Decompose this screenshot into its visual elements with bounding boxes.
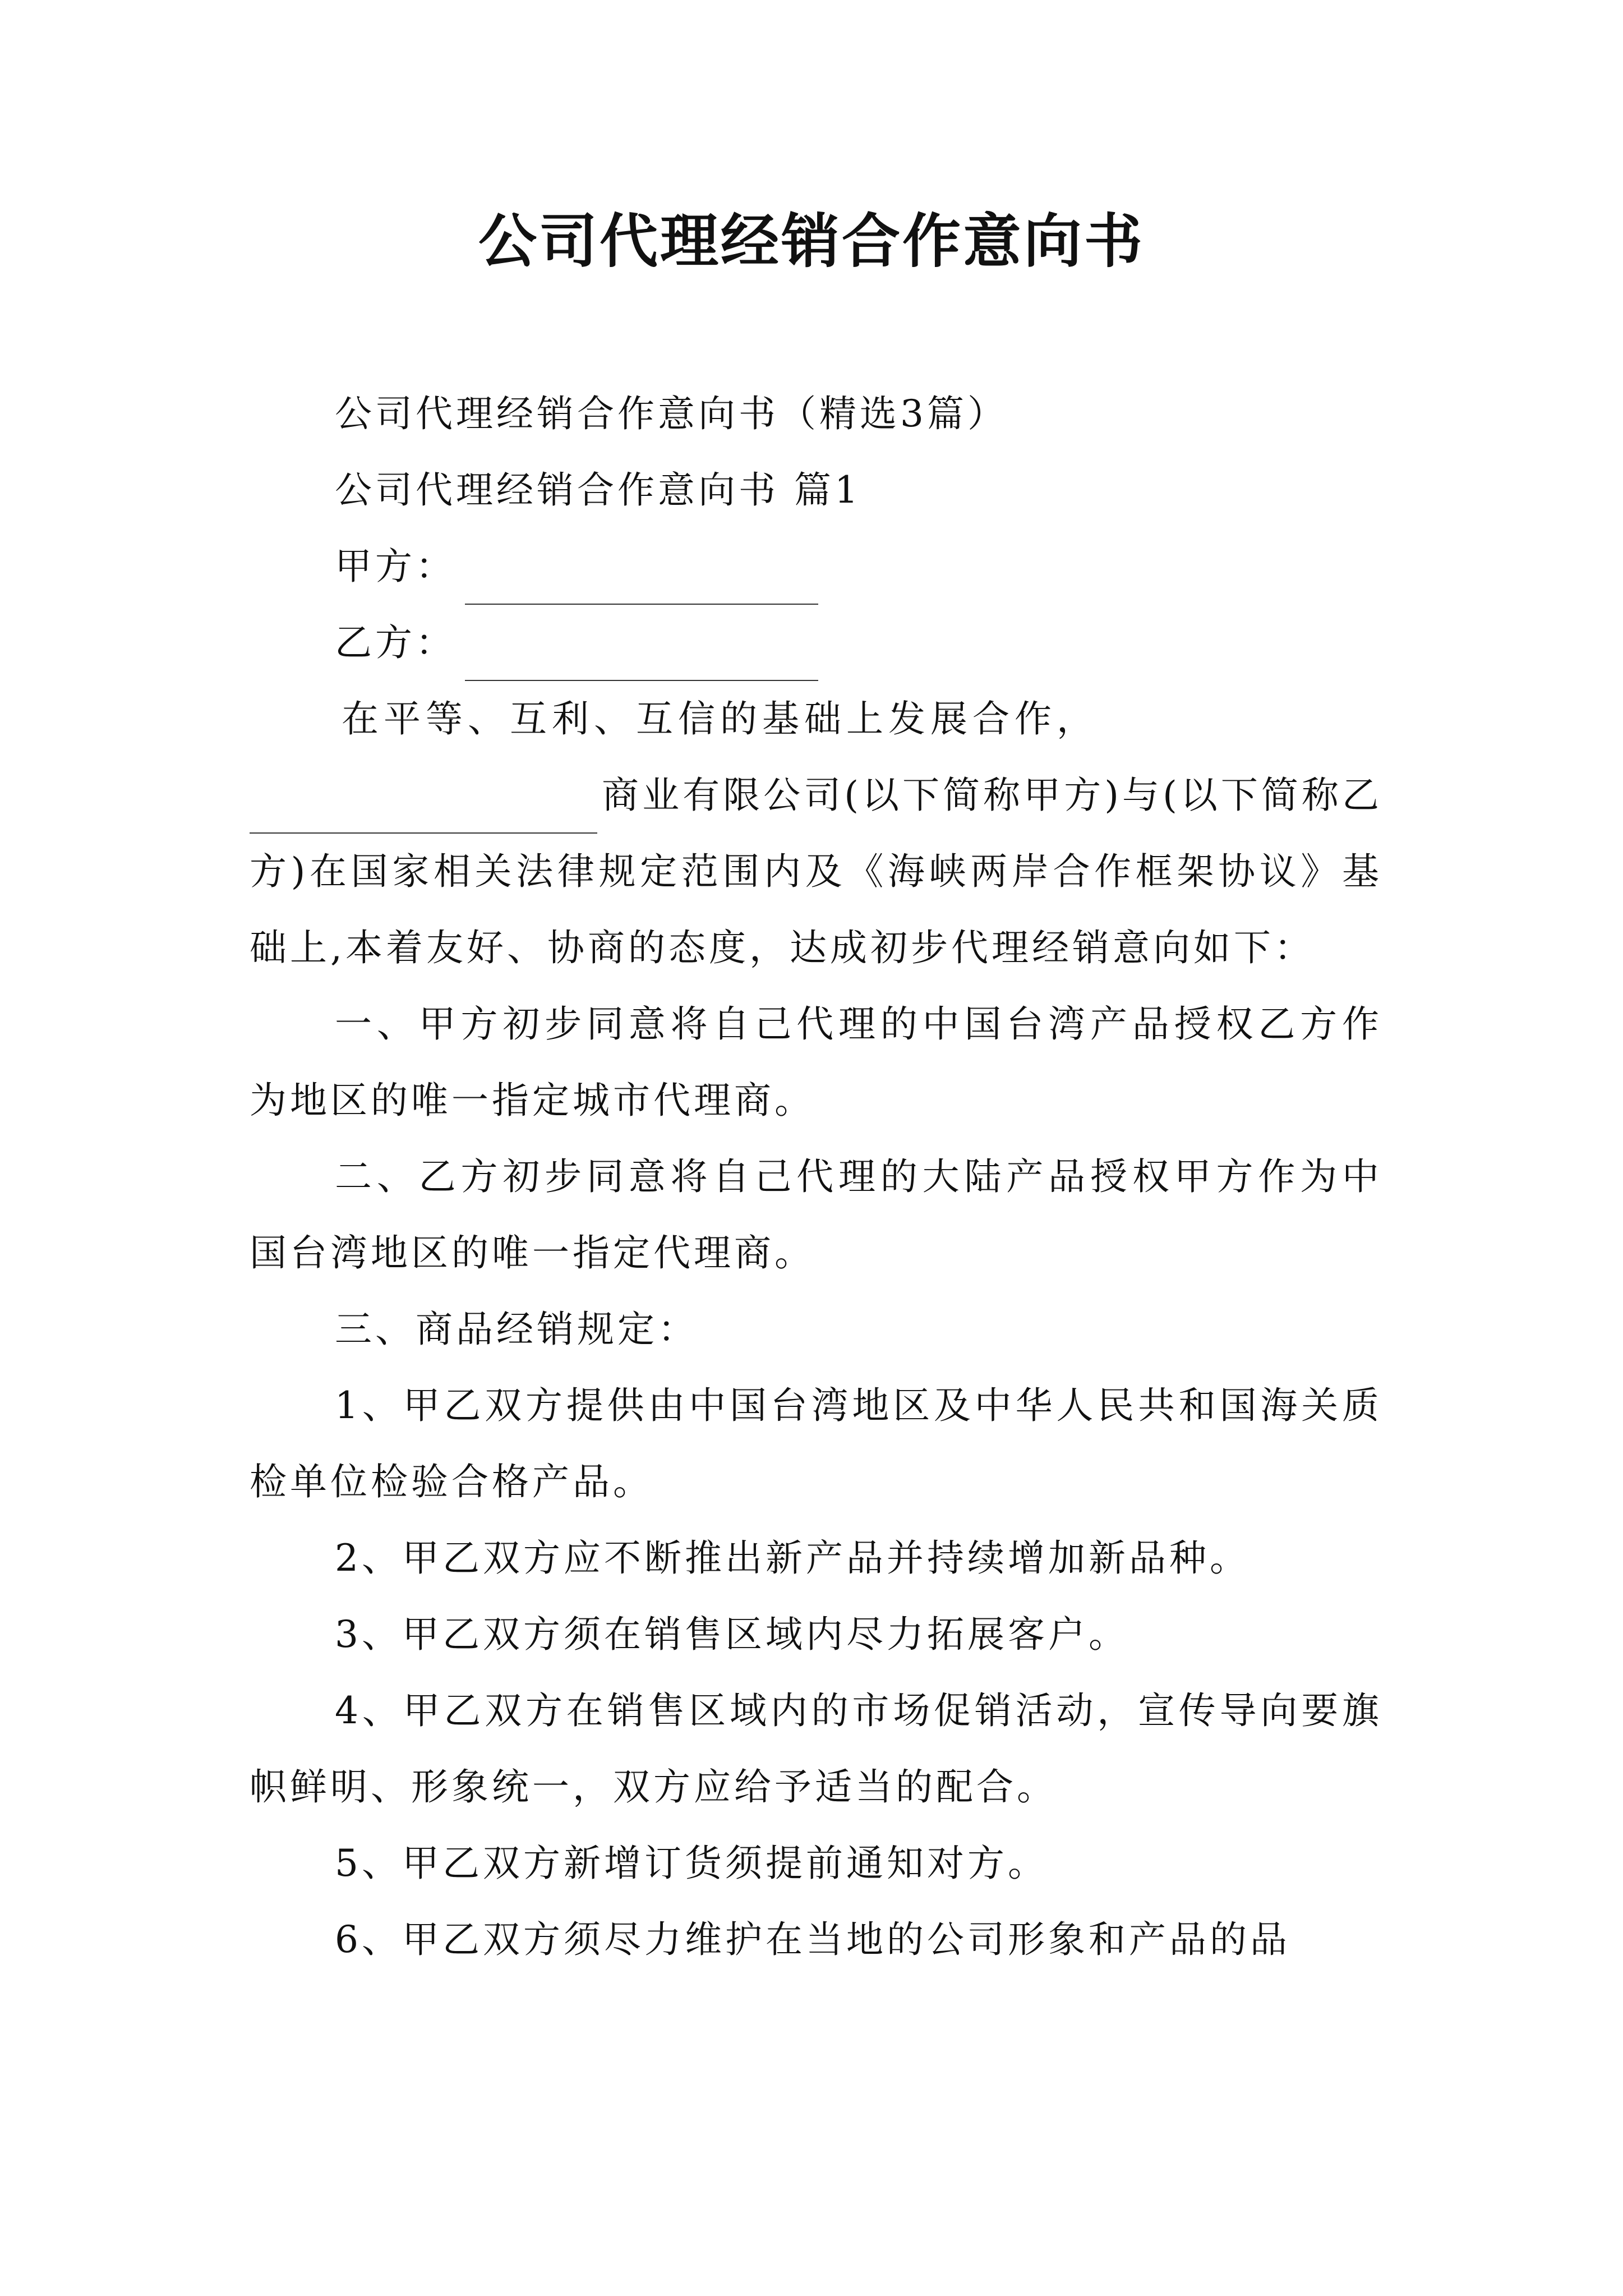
party-b-line bbox=[250, 605, 1382, 681]
document-title: 公司代理经销合作意向书 bbox=[478, 206, 1145, 275]
clause-paragraph: 4、甲乙双方在销售区域内的市场促销活动，宣传导向要旗帜鲜明、形象统一，双方应给予适当的配合。 bbox=[250, 1689, 1382, 1809]
document-subtitle: 公司代理经销合作意向书（精选3篇） bbox=[335, 392, 1008, 435]
party-b-label: 乙方： bbox=[335, 621, 456, 664]
party-b-blank bbox=[465, 643, 818, 681]
clause-paragraph: 5、甲乙双方新增订货须提前通知对方。 bbox=[335, 1842, 1048, 1885]
company-name-blank bbox=[250, 795, 597, 834]
clause-paragraph: 3、甲乙双方须在销售区域内尽力拓展客户。 bbox=[335, 1613, 1129, 1656]
intro-text: 商业有限公司(以下简称甲方)与(以下简称乙方)在国家相关法律规定范围内及《海峡两岸合作框架协议》基础上,本着友好、协商的态度，达成初步代理经销意向如下： bbox=[250, 774, 1382, 969]
clause-paragraph: 二、乙方初步同意将自己代理的大陆产品授权甲方作为中国台湾地区的唯一指定代理商。 bbox=[250, 1155, 1382, 1274]
clause-paragraph: 1、甲乙双方提供由中国台湾地区及中华人民共和国海关质检单位检验合格产品。 bbox=[250, 1384, 1382, 1503]
party-a-label: 甲方： bbox=[335, 545, 456, 588]
party-a-line bbox=[250, 528, 1382, 605]
party-a-blank bbox=[465, 567, 818, 605]
clause-paragraph: 2、甲乙双方应不断推出新产品并持续增加新品种。 bbox=[335, 1536, 1250, 1580]
document-body bbox=[250, 376, 1382, 1978]
clause-paragraph: 一、甲方初步同意将自己代理的中国台湾产品授权乙方作为地区的唯一指定城市代理商。 bbox=[250, 1002, 1382, 1122]
intro-line: 在平等、互利、互信的基础上发展合作， bbox=[342, 697, 1099, 740]
clause-paragraph: 6、甲乙双方须尽力维护在当地的公司形象和产品的品 bbox=[335, 1918, 1290, 1961]
intro-paragraph bbox=[250, 757, 1382, 986]
section-heading: 公司代理经销合作意向书 篇1 bbox=[335, 468, 861, 512]
clause-paragraph: 三、商品经销规定： bbox=[335, 1308, 698, 1351]
